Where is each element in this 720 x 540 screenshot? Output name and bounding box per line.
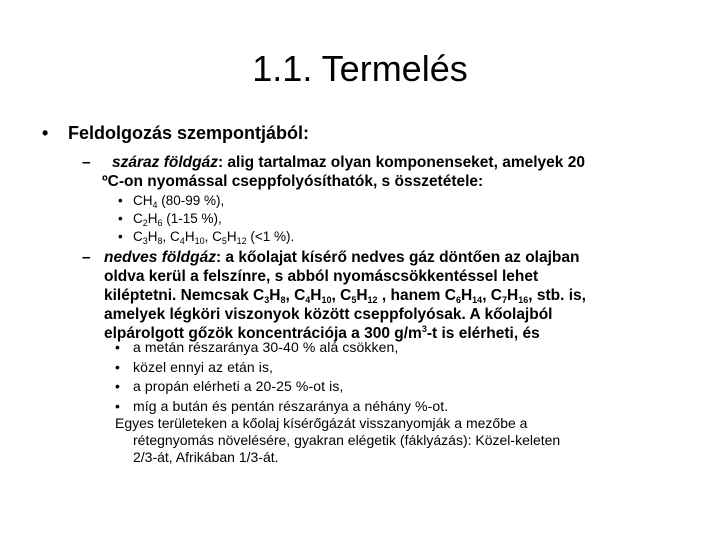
bullet-text: közel ennyi az etán is,	[133, 359, 274, 375]
dry-gas-line1: : alig tartalmaz olyan komponenseket, amelyek 20	[217, 154, 585, 171]
formula-subscript: 6	[157, 218, 163, 228]
formula-subscript: 10	[194, 236, 205, 246]
formula-part: H	[147, 229, 158, 244]
formula-subscript: 12	[236, 236, 247, 246]
formula-subscript: 3	[142, 236, 148, 246]
formula-part: H	[184, 229, 195, 244]
bullet-text: míg a bután és pentán részaránya a néhány %-ot.	[133, 398, 449, 414]
wet-gas-text	[104, 248, 586, 343]
bullet-marker: •	[42, 123, 49, 143]
dash-marker: –	[82, 249, 91, 266]
formula-subscript: 5	[221, 236, 227, 246]
formula-part: C	[133, 229, 143, 244]
bullet-text: a propán elérheti a 20-25 %-ot is,	[133, 378, 344, 394]
bullet-text: a metán részaránya 30-40 % alá csökken,	[133, 339, 399, 355]
formula-separator: ,	[162, 229, 171, 244]
bullet-marker: •	[115, 359, 121, 375]
bullet-marker: •	[118, 229, 123, 244]
formula-subscript: 2	[142, 218, 148, 228]
formula-part: H	[147, 211, 158, 226]
note-line-2: rétegnyomás növelésére, gyakran elégetik (fáklyázás): Közel-keleten	[133, 432, 561, 448]
bullet-marker: •	[118, 211, 123, 226]
composition-value: (<1 %).	[246, 229, 295, 244]
main-bullet-text: Feldolgozás szempontjából:	[68, 123, 310, 143]
formula-part: CH	[133, 193, 153, 208]
formula-subscript: 4	[152, 200, 158, 210]
formula-part: C	[212, 229, 222, 244]
formula-subscript: 8	[157, 236, 163, 246]
note-line-3: 2/3-át, Afrikában 1/3-át.	[133, 449, 279, 465]
wet-gas-line5: elpárolgott gőzök koncentrációja a 300 $g/m^3-t$ is elérheti, és	[104, 324, 540, 342]
formula-separator: ,	[204, 229, 213, 244]
dry-gas-text	[104, 153, 585, 191]
formula-part: C	[133, 211, 143, 226]
note-line-1: Egyes területeken a kőolaj kísérőgázát visszanyomják a mezőbe a	[115, 415, 528, 431]
composition-value: (80-99 %),	[157, 193, 225, 208]
dry-gas-line2: ºC-on nyomással cseppfolyósíthatók, s összetétele:	[102, 173, 484, 190]
composition-value: (1-15 %),	[162, 211, 222, 226]
wet-gas-line1: : a kőolajat kísérő nedves gáz döntően az olajban	[215, 249, 580, 266]
wet-gas-line2: oldva kerül a felszínre, s abból nyomáscsökkentéssel lehet	[104, 268, 539, 285]
formula-subscript: 4	[179, 236, 185, 246]
formula-part: C	[170, 229, 180, 244]
formula-part: H	[226, 229, 237, 244]
bullet-marker: •	[115, 378, 121, 394]
bullet-marker: •	[118, 193, 123, 208]
dry-gas-term: száraz földgáz	[112, 154, 218, 171]
slide-title: 1.1. Termelés	[252, 48, 468, 89]
wet-gas-line3: kiléptetni. Nemcsak $C_3H_8$, $C_4H_{10}$, $C_5H_{12}$ , hanem $C_6H_{14}$, $C_7H_{16}$, stb. is,	[104, 287, 586, 305]
dash-marker: –	[82, 154, 91, 171]
flaring-note	[115, 415, 675, 466]
wet-gas-line4: amelyek légköri viszonyok között cseppfolyósak. A kőolajból	[104, 306, 553, 323]
wet-gas-term: nedves földgáz	[104, 249, 216, 266]
bullet-marker: •	[115, 398, 121, 414]
bullet-marker: •	[115, 339, 121, 355]
